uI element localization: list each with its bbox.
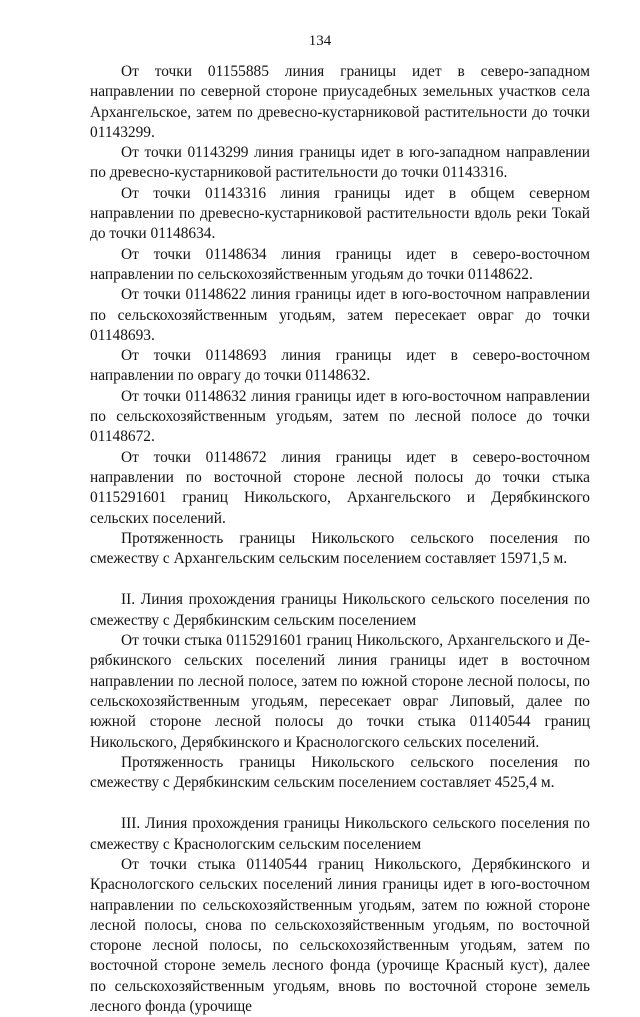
paragraph: От точки 01143299 линия границы идет в юго-западном направлении по древесно-кустарниковой растительности до точки 01143316. [90,144,590,182]
paragraph: От точки стыка 0115291601 границ Никольского, Архангельского и Дерябкинского сельских поселений линия границы идет в восточном направлении по лесной полосе, затем по южной стороне лесной полосы, по сельскохозяйственным угодьям, пересекает овраг Липовый, далее по южной стороне лесной полосы до точки стыка 01140544 границ Никольского, Дерябкинского и Краснологского сельских поселений. [90,632,590,751]
paragraph: От точки стыка 01140544 границ Никольского, Дерябкинского и Краснологского сельских поселений линия границы идет в юго-восточном направлении по сельскохозяйственным угодьям, затем по южной стороне лесной полосы, снова по сельскохозяйственным угодьям, по восточной стороне лесной полосы, по сельскохозяйственным угодьям, затем по восточной стороне земель лесного фонда (урочище Красный куст), далее по сельскохозяйственным угодьям, вновь по восточной стороне земель лесного фонда (урочище [90,855,590,1016]
paragraph: От точки 01148672 линия границы идет в северо-восточном направлении по восточной стороне лесной полосы до точки стыка 0115291601 границ Никольского, Архангельского и Дерябкинского сельских поселений. [90,448,590,527]
paragraph: От точки 01155885 линия границы идет в северо-западном направлении по северной стороне приусадебных земельных участков села Архангельское, затем по древесно-кустарниковой растительности до точки 01143299. [90,63,590,141]
paragraph: Протяженность границы Никольского сельского поселения по смежеству с Архангельским сельским поселением составляет 15971,5 м. [90,529,590,568]
page-number: 134 [308,33,332,49]
paragraph: От точки 01148634 линия границы идет в северо-восточном направлении по сельскохозяйственным угодьям до точки 01148622. [90,245,590,283]
paragraph: От точки 01148693 линия границы идет в северо-восточном направлении по оврагу до точки 01148632. [90,347,590,385]
paragraph: Протяженность границы Никольского сельского поселения по смежеству с Дерябкинским сельским поселением составляет 4525,4 м. [90,753,590,792]
section-spacer [90,793,590,814]
section-heading: III. Линия прохождения границы Никольского сельского поселения по смежеству с Краснологским сельским поселением [90,815,590,853]
document-body [90,62,590,1017]
paragraph: От точки 01143316 линия границы идет в общем северном направлении по древесно-кустарниковой растительности вдоль реки Токай до точки 01148634. [90,184,590,243]
paragraph: От точки 01148632 линия границы идет в юго-восточном направлении по сельскохозяйственным угодьям, затем по лесной полосе до точки 01148672. [90,387,590,446]
paragraph: От точки 01148622 линия границы идет в юго-восточном направлении по сельскохозяйственным угодьям, затем пересекает овраг до точки 01148693. [90,286,590,344]
section-heading: II. Линия прохождения границы Никольского сельского поселения по смежеству с Дерябкинским сельским поселением [90,591,590,629]
section-spacer [90,569,590,590]
